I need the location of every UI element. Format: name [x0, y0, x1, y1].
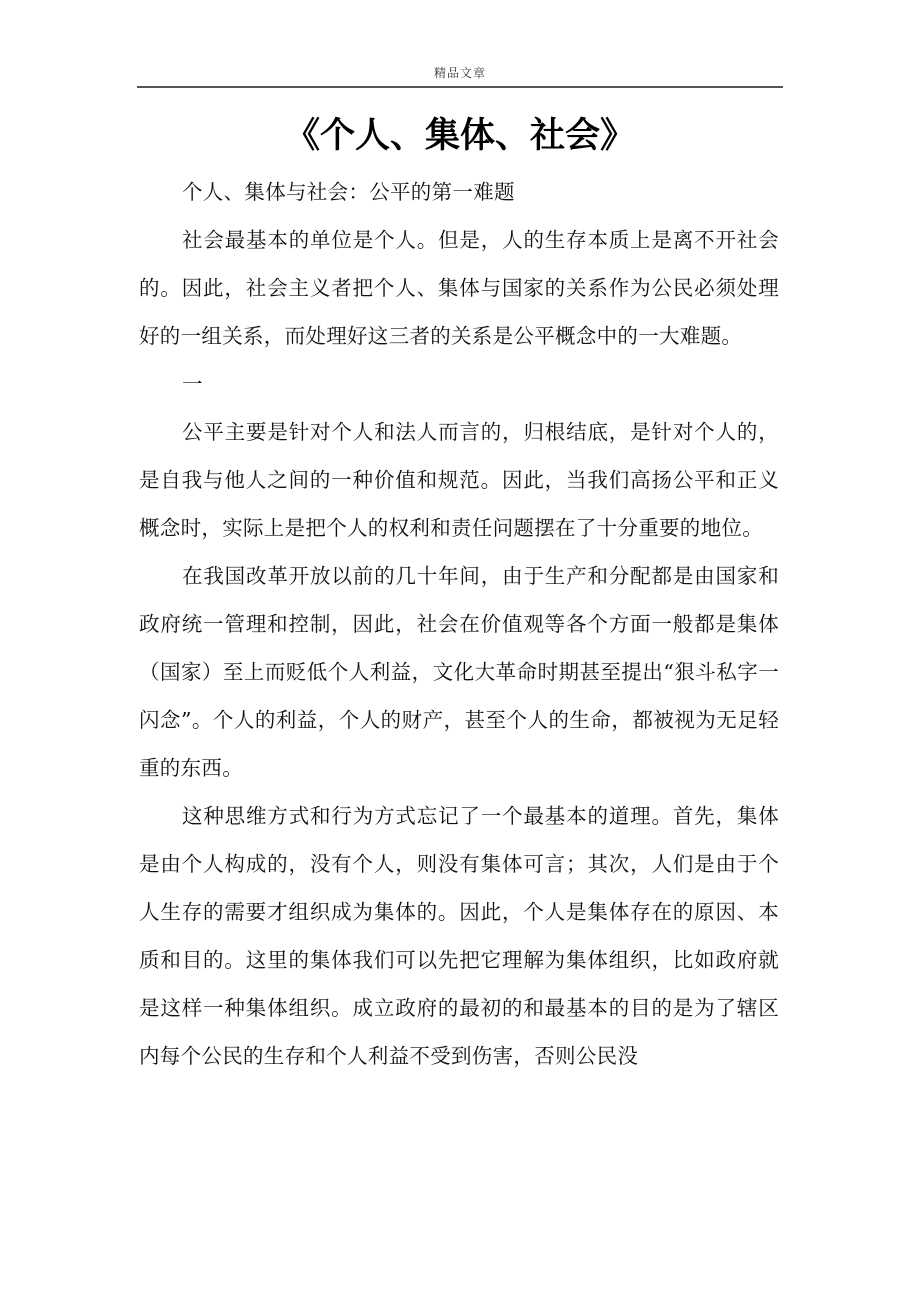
body-paragraph: 这种思维方式和行为方式忘记了一个最基本的道理。首先，集体是由个人构成的，没有个人，则没有集体可言；其次，人们是由于个人生存的需要才组织成为集体的。因此，个人是集体存在的原因、本质和目的。这里的集体我们可以先把它理解为集体组织，比如政府就是这样一种集体组织。成立政府的最初的和最基本的目的是为了辖区内每个公民的生存和个人利益不受到伤害，否则公民没	[139, 804, 779, 1068]
document-title: 《个人、集体、社会》	[284, 115, 635, 156]
document-body	[139, 168, 779, 1080]
header-label: 精品文章	[433, 66, 486, 80]
page-header	[137, 62, 783, 88]
section-number: 一	[182, 372, 203, 396]
body-paragraph: 在我国改革开放以前的几十年间，由于生产和分配都是由国家和政府统一管理和控制，因此，社会在价值观等各个方面一般都是集体（国家）至上而贬低个人利益，文化大革命时期甚至提出“狠斗私字一闪念”。个人的利益，个人的财产，甚至个人的生命，都被视为无足轻重的东西。	[139, 564, 779, 780]
subtitle-paragraph: 个人、集体与社会：公平的第一难题	[182, 180, 515, 204]
body-paragraph: 社会最基本的单位是个人。但是，人的生存本质上是离不开社会的。因此，社会主义者把个人、集体与国家的关系作为公民必须处理好的一组关系，而处理好这三者的关系是公平概念中的一大难题。	[139, 228, 779, 348]
body-paragraph: 公平主要是针对个人和法人而言的，归根结底，是针对个人的，是自我与他人之间的一种价值和规范。因此，当我们高扬公平和正义概念时，实际上是把个人的权利和责任问题摆在了十分重要的地位。	[139, 420, 779, 540]
